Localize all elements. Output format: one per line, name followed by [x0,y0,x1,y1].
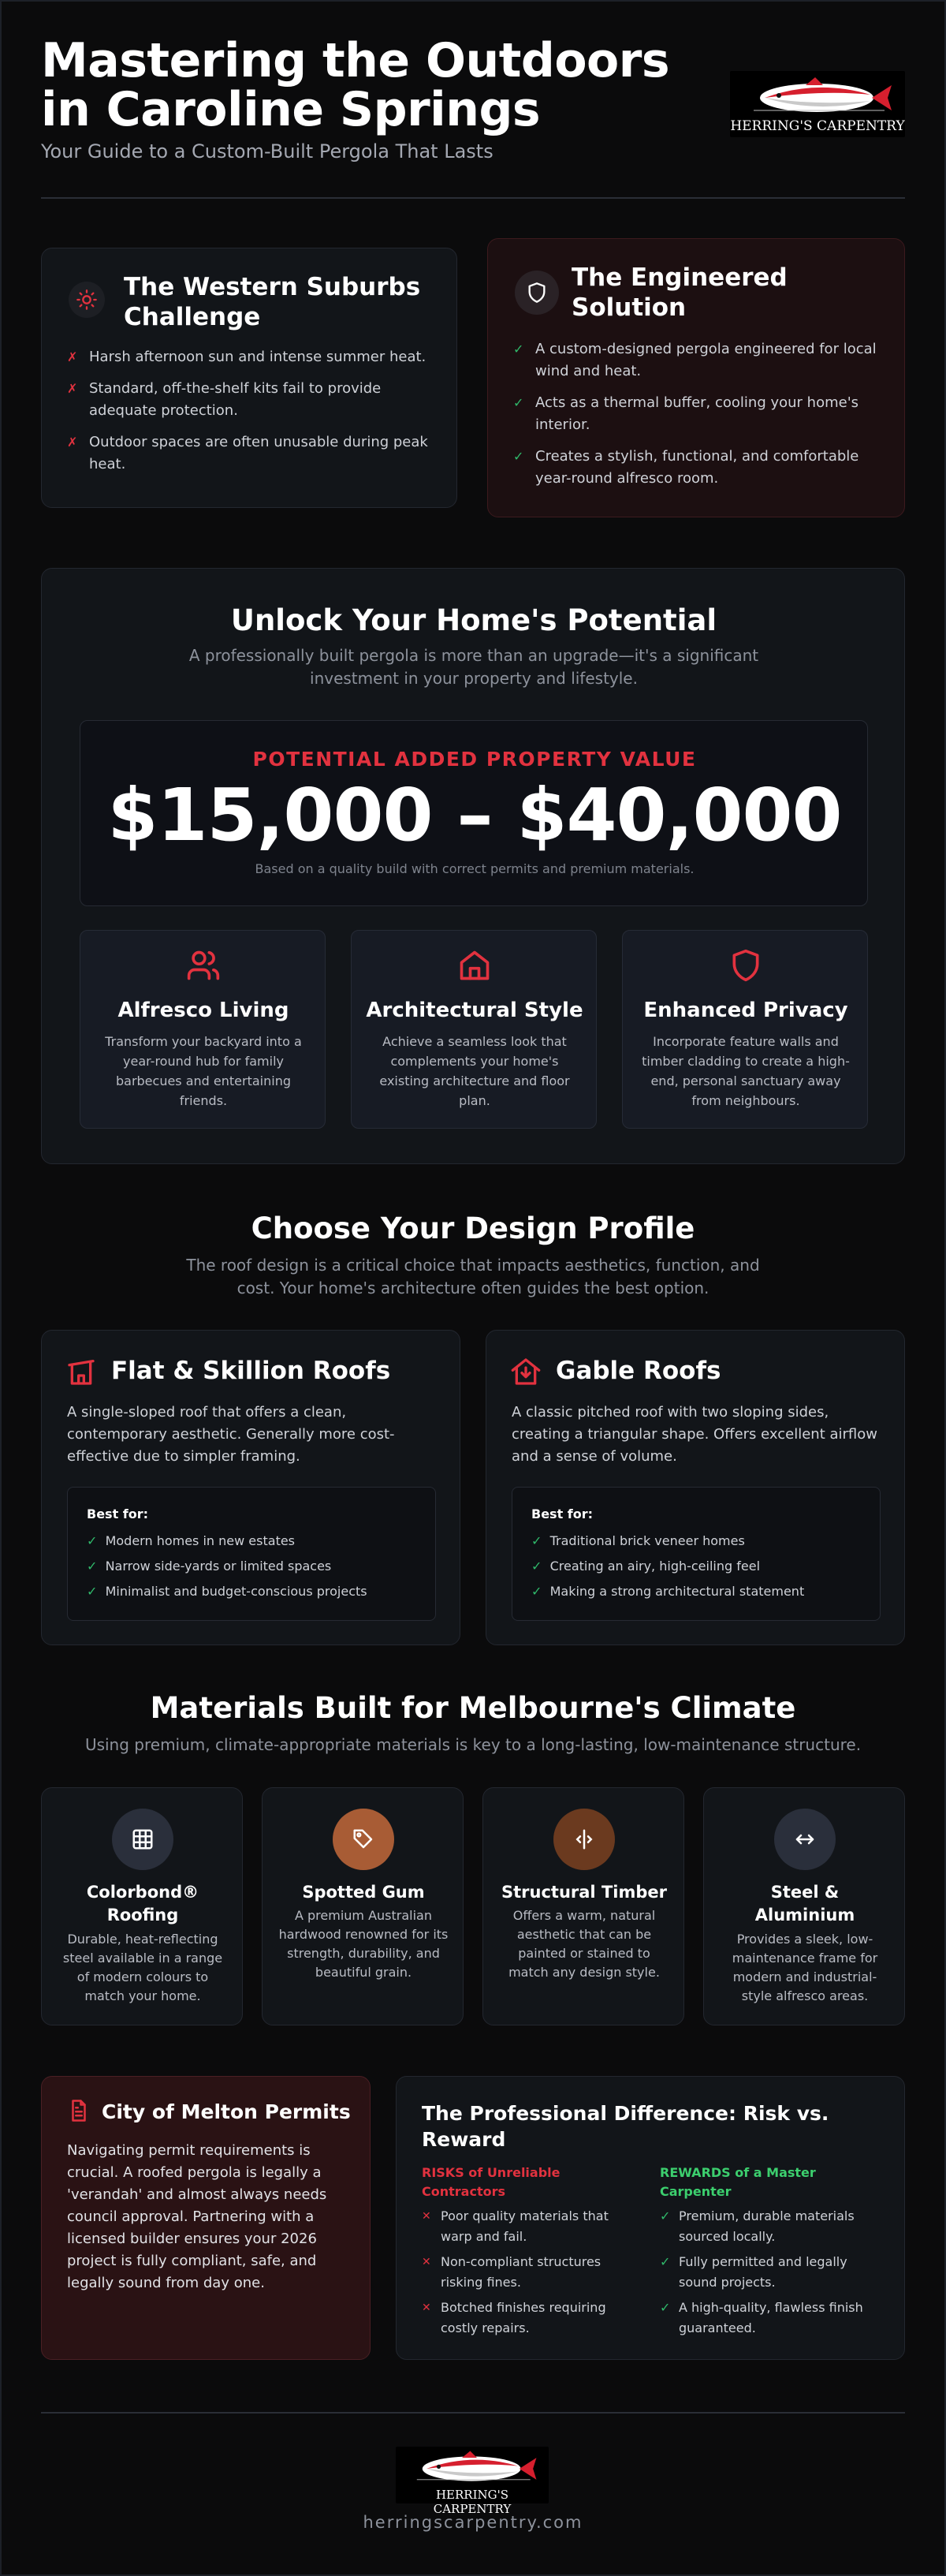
feature-desc: Incorporate feature walls and timber cladding to create a high-end, personal sanctuary away from neighbours. [642,1034,850,1108]
rewards-list [660,2206,881,2339]
flat-roof-desc: A single-sloped roof that offers a clean, contemporary aesthetic. Generally more cost-effective due to simpler framing. [67,1404,395,1465]
best-for-list [531,1529,870,1604]
feature-card [622,930,868,1129]
gable-roof-title: Gable Roofs [556,1357,721,1385]
material-card [41,1787,243,2025]
best-for-item: ✓ Narrow side-yards or limited spaces [87,1559,332,1574]
permits-card [41,2076,371,2360]
gable-best-for-box [512,1487,881,1621]
shield-icon [515,271,559,315]
solution-item: ✓ Acts as a thermal buffer, cooling your home's interior. [513,392,887,436]
challenge-item: ✗ Harsh afternoon sun and intense summer heat. [67,346,438,368]
best-for-item: ✓ Making a strong architectural statement [531,1584,805,1599]
flat-roof-title: Flat & Skillion Roofs [111,1357,391,1385]
design-lead: The roof design is a critical choice that impacts aesthetics, function, and cost. Your home's architecture often guides the best option. [186,1256,760,1297]
best-for-label: Best for: [531,1506,594,1521]
cross-icon: ✕ [422,2210,431,2223]
check-icon: ✓ [87,1584,98,1599]
footer-logo[interactable] [396,2447,549,2516]
permits-title: City of Melton Permits [102,2100,351,2123]
best-for-list [87,1529,426,1604]
material-desc: A premium Australian hardwood renowned for its strength, durability, and beautiful grain. [278,1908,449,1980]
cross-icon: ✗ [67,435,78,450]
potential-section [41,568,905,1164]
solution-item: ✓ A custom-designed pergola engineered for local wind and heat. [513,338,887,383]
materials-lead: Using premium, climate-appropriate materials is key to a long-lasting, low-maintenance structure. [84,1735,862,1754]
material-card [482,1787,684,2025]
footer-divider [41,2412,905,2414]
risks-list [422,2206,635,2339]
reward-item: ✓ Fully permitted and legally sound projects. [660,2252,881,2293]
gable-roof-desc: A classic pitched roof with two sloping sides, creating a triangular shape. Offers excellent airflow and a sense of volume. [512,1404,877,1465]
tag-icon [333,1809,394,1870]
check-icon: ✓ [87,1559,98,1574]
grid-icon [112,1809,173,1870]
feature-card [80,930,326,1129]
material-desc: Durable, heat-reflecting steel available in a range of modern colours to match your home. [62,1932,223,2003]
material-desc: Offers a warm, natural aesthetic that can be painted or stained to match any design style. [508,1908,660,1980]
material-desc: Provides a sleek, low-maintenance frame for modern and industrial-style alfresco areas. [732,1932,878,2003]
challenge-card [41,248,457,508]
check-icon: ✓ [513,342,524,357]
header-logo[interactable] [730,71,905,137]
feature-desc: Achieve a seamless look that complements your home's existing architecture and floor plan. [379,1034,570,1108]
feature-title: Architectural Style [366,999,583,1022]
flat-roof-icon [65,1356,97,1387]
permits-body: Navigating permit requirements is crucial. A roofed pergola is legally a 'verandah' and almost always needs council approval. Partnering with a licensed builder ensures your 2026 project is fully compliant, safe, and legally sound from day one. [67,2142,327,2291]
best-for-item: ✓ Creating an airy, high-ceiling feel [531,1559,761,1574]
reward-item: ✓ A high-quality, flawless finish guaranteed. [660,2298,881,2339]
herring-fish-logo-icon [396,2448,549,2489]
header-divider [41,197,905,199]
check-icon: ✓ [513,395,524,410]
flat-best-for-box [67,1487,436,1621]
check-icon: ✓ [660,2208,671,2223]
material-card [262,1787,464,2025]
potential-lead: A professionally built pergola is more than an upgrade—it's a significant investment in your property and lifestyle. [188,646,759,688]
challenge-item: ✗ Standard, off-the-shelf kits fail to provide adequate protection. [67,378,438,422]
solution-card [487,238,905,517]
shield-icon [728,948,763,983]
cross-icon: ✗ [67,381,78,396]
check-icon: ✓ [660,2300,671,2315]
design-title: Choose Your Design Profile [251,1211,695,1245]
document-icon [67,2099,91,2122]
solution-item: ✓ Creates a stylish, functional, and comfortable year-round alfresco room. [513,446,887,490]
best-for-item: ✓ Minimalist and budget-conscious projects [87,1584,367,1599]
best-for-item: ✓ Traditional brick veneer homes [531,1533,745,1548]
value-amount: $15,000 – $40,000 [107,773,842,857]
page-title: Mastering the Outdoors in Caroline Springs [41,33,670,137]
check-icon: ✓ [531,1584,542,1599]
risk-item: ✕ Non-compliant structures risking fines. [422,2252,635,2293]
check-icon: ✓ [87,1533,98,1548]
home-icon [457,948,492,983]
challenge-item: ✗ Outdoor spaces are often unusable during peak heat. [67,431,438,476]
challenge-title: The Western Suburbs Challenge [124,273,421,331]
cross-icon: ✗ [67,349,78,364]
cross-icon: ✕ [422,2256,431,2268]
best-for-label: Best for: [87,1506,149,1521]
materials-title: Materials Built for Melbourne's Climate [150,1691,796,1725]
users-icon [186,948,221,983]
feature-card [351,930,597,1129]
sun-icon [69,282,105,318]
feature-desc: Transform your backyard into a year-round hub for family barbecues and entertaining friends. [105,1034,302,1108]
material-title: Steel & Aluminium [754,1883,855,1925]
material-card [703,1787,905,2025]
check-icon: ✓ [513,449,524,464]
footer-logo-text: HERRING'S CARPENTRY [433,2488,512,2516]
footer-url[interactable]: herringscarpentry.com [363,2513,583,2532]
header-logo-text: HERRING'S CARPENTRY [730,118,905,134]
reward-item: ✓ Premium, durable materials sourced locally. [660,2206,881,2247]
check-icon: ✓ [531,1559,542,1574]
solution-title: The Engineered Solution [572,263,788,322]
rewards-heading: REWARDS of a Master Carpenter [660,2165,816,2199]
value-note: Based on a quality build with correct permits and premium materials. [255,861,695,876]
value-box [80,720,868,906]
flat-roof-card [41,1330,460,1645]
risk-item: ✕ Poor quality materials that warp and fail. [422,2206,635,2247]
post-icon [553,1809,615,1870]
material-title: Spotted Gum [302,1883,425,1902]
herring-fish-logo-icon [730,74,905,121]
difference-card [396,2076,905,2360]
risk-item: ✕ Botched finishes requiring costly repairs. [422,2298,635,2339]
risks-heading: RISKS of Unreliable Contractors [422,2165,561,2199]
check-icon: ✓ [531,1533,542,1548]
check-icon: ✓ [660,2254,671,2269]
potential-title: Unlock Your Home's Potential [230,603,717,637]
cross-icon: ✕ [422,2302,431,2314]
arrows-icon [774,1809,836,1870]
material-title: Colorbond® Roofing [86,1883,199,1925]
solution-list [513,338,887,490]
gable-roof-icon [510,1356,542,1387]
page-subtitle: Your Guide to a Custom-Built Pergola That Lasts [41,140,493,162]
difference-title: The Professional Difference: Risk vs. Reward [422,2102,829,2151]
material-title: Structural Timber [501,1883,667,1902]
feature-title: Enhanced Privacy [643,999,848,1022]
value-label: POTENTIAL ADDED PROPERTY VALUE [252,748,697,771]
best-for-item: ✓ Modern homes in new estates [87,1533,296,1548]
gable-roof-card [486,1330,905,1645]
feature-title: Alfresco Living [117,999,289,1022]
challenge-list [67,346,438,476]
